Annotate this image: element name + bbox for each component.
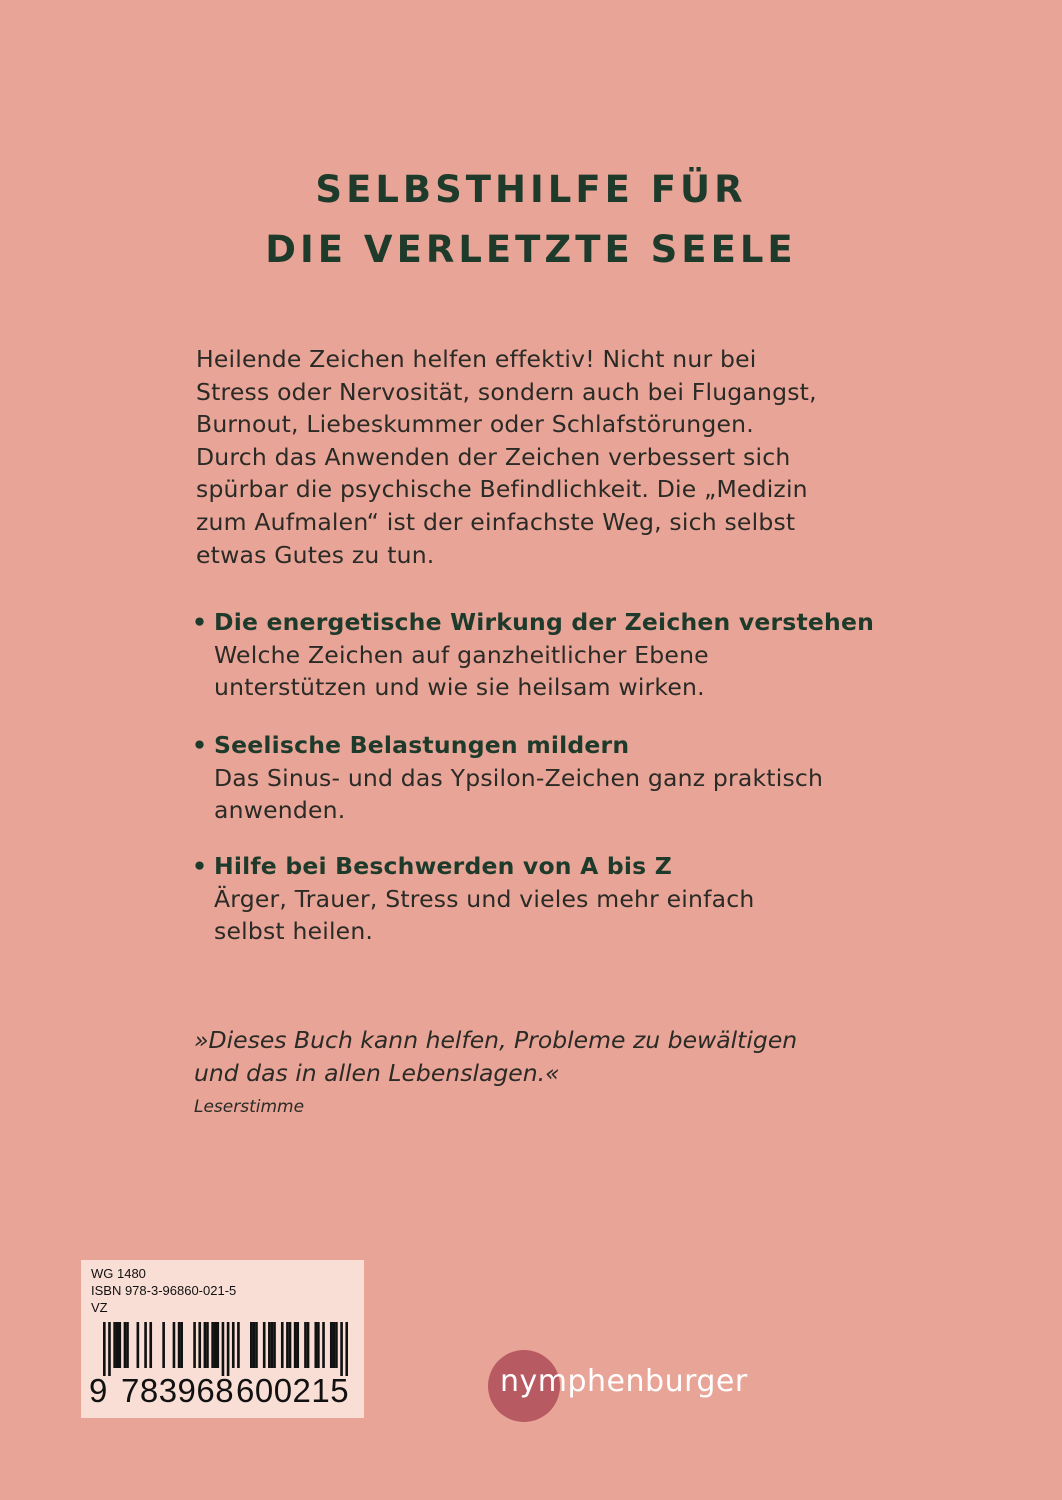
intro-line: Heilende Zeichen helfen effektiv! Nicht nur bei	[196, 345, 757, 373]
barcode-bar	[144, 1322, 147, 1368]
barcode-bar	[232, 1322, 235, 1368]
feature-line: Ärger, Trauer, Stress und vieles mehr einfach	[214, 884, 755, 913]
feature-heading: Seelische Belastungen mildern	[214, 731, 630, 759]
feature-description	[192, 762, 892, 827]
feature-heading-row	[192, 850, 892, 883]
feature-heading-row	[192, 606, 892, 639]
barcode-bar	[216, 1322, 219, 1368]
barcode-bar	[340, 1322, 343, 1376]
barcode-bar	[162, 1322, 165, 1368]
intro-line: Stress oder Nervosität, sondern auch bei Flugangst,	[196, 377, 817, 406]
feature-line: anwenden.	[214, 796, 346, 825]
intro-line: etwas Gutes zu tun.	[196, 540, 435, 569]
barcode-bar	[118, 1322, 121, 1368]
feature-description	[192, 639, 892, 704]
quote-source: Leserstimme	[194, 1097, 305, 1117]
feature-item	[192, 606, 892, 704]
title-line-1: SELBSTHILFE FÜR	[315, 168, 747, 211]
vz-code: VZ	[91, 1300, 108, 1315]
feature-line: Das Sinus- und das Ypsilon-Zeichen ganz praktisch	[214, 763, 824, 792]
barcode-bar	[222, 1322, 225, 1376]
barcode-bar	[286, 1322, 289, 1368]
barcode-bar	[322, 1322, 325, 1368]
isbn-number: ISBN 978-3-96860-021-5	[91, 1283, 237, 1298]
barcode-bar	[268, 1322, 271, 1368]
barcode-bar	[333, 1322, 336, 1368]
barcode-bar	[345, 1322, 348, 1376]
feature-heading: Die energetische Wirkung der Zeichen verstehen	[214, 608, 875, 636]
reader-quote	[194, 1024, 914, 1122]
barcode-bar	[211, 1322, 214, 1368]
logo-text-circle: nym	[500, 1364, 568, 1399]
title-line-2: DIE VERLETZTE SEELE	[265, 228, 797, 271]
barcode-bar	[250, 1322, 253, 1368]
barcode-bar	[304, 1322, 307, 1368]
quote-line: »Dieses Buch kann helfen, Probleme zu bewältigen	[194, 1026, 798, 1054]
intro-line: zum Aufmalen“ ist der einfachste Weg, sich selbst	[196, 507, 796, 536]
barcode-bar	[206, 1322, 209, 1368]
barcode-bar	[296, 1322, 299, 1368]
barcode-panel	[81, 1260, 364, 1418]
barcode-bar	[113, 1322, 116, 1368]
barcode-bar	[294, 1322, 297, 1368]
barcode-lead-digit: 9	[89, 1372, 108, 1409]
wg-number: WG 1480	[91, 1266, 146, 1281]
barcode-bar	[178, 1322, 181, 1368]
bullet-icon: •	[192, 608, 208, 636]
intro-line: Durch das Anwenden der Zeichen verbessert sich	[196, 442, 791, 471]
barcode-bar	[271, 1322, 274, 1368]
barcode-bar	[126, 1322, 129, 1368]
bullet-icon: •	[192, 852, 208, 880]
feature-heading-row	[192, 729, 892, 762]
barcode-bar	[253, 1322, 256, 1368]
barcode-bar	[198, 1322, 201, 1368]
intro-line: Burnout, Liebeskummer oder Schlafstörungen.	[196, 410, 754, 439]
feature-item	[192, 850, 892, 948]
logo-wordmark	[500, 1364, 748, 1399]
barcode-right-digits: 600215	[236, 1372, 350, 1409]
bullet-icon: •	[192, 731, 208, 759]
barcode-bar	[214, 1322, 217, 1368]
barcode-left-digits: 783968	[121, 1372, 235, 1409]
barcode-bar	[116, 1322, 119, 1368]
barcode-bar	[330, 1322, 333, 1368]
barcode-bar	[173, 1322, 176, 1368]
barcode-bars	[103, 1322, 348, 1376]
barcode-bar	[263, 1322, 266, 1368]
feature-item	[192, 729, 892, 827]
logo-text-rest: phenburger	[567, 1364, 748, 1399]
barcode-bar	[124, 1322, 127, 1368]
barcode-bar	[317, 1322, 320, 1368]
barcode-bar	[227, 1322, 230, 1376]
quote-line: und das in allen Lebenslagen.«	[194, 1059, 560, 1087]
feature-line: Welche Zeichen auf ganzheitlicher Ebene	[214, 640, 709, 669]
feature-line: unterstützen und wie sie heilsam wirken.	[214, 673, 705, 702]
barcode-bar	[307, 1322, 310, 1368]
barcode-bar	[137, 1322, 140, 1368]
intro-paragraph	[196, 343, 896, 571]
feature-line: selbst heilen.	[214, 917, 374, 946]
barcode-info	[91, 1265, 236, 1316]
barcode-bar	[180, 1322, 183, 1368]
publisher-logo	[488, 1350, 828, 1422]
barcode-bar	[149, 1322, 152, 1368]
barcode-bar	[281, 1322, 284, 1368]
barcode-bar	[273, 1322, 276, 1368]
barcode-bar	[204, 1322, 207, 1368]
barcode-bar	[237, 1322, 240, 1368]
barcode-bar	[314, 1322, 317, 1368]
feature-heading: Hilfe bei Beschwerden von A bis Z	[214, 852, 672, 880]
barcode-bar	[103, 1322, 106, 1376]
book-title	[0, 160, 1062, 280]
barcode-bar	[335, 1322, 338, 1368]
barcode-bar	[289, 1322, 292, 1368]
barcode-bar	[193, 1322, 196, 1368]
feature-description	[192, 883, 892, 948]
barcode-bar	[108, 1322, 111, 1376]
barcode-bar	[255, 1322, 258, 1368]
intro-line: spürbar die psychische Befindlichkeit. Die „Medizin	[196, 475, 808, 504]
